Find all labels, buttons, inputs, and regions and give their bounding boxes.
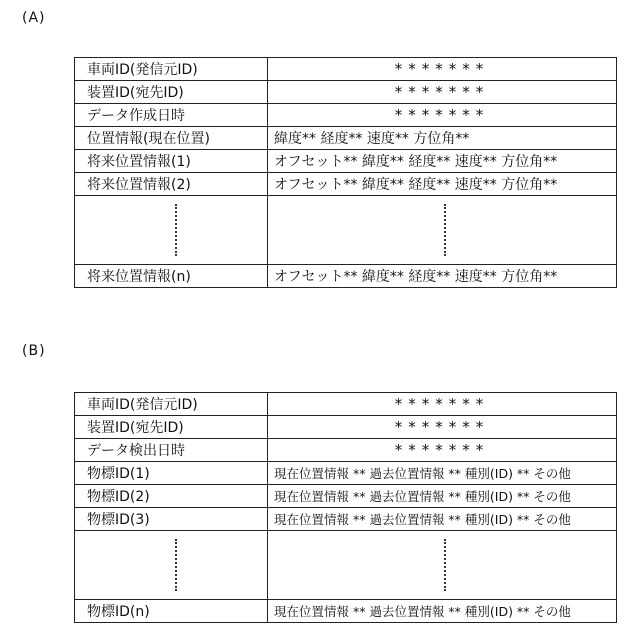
row-value: オフセット** 緯度** 経度** 速度** 方位角**: [268, 150, 617, 173]
row-key: 物標ID(n): [75, 600, 268, 623]
row-value: 現在位置情報 ** 過去位置情報 ** 種別(ID) ** その他: [268, 485, 617, 508]
row-value: 現在位置情報 ** 過去位置情報 ** 種別(ID) ** その他: [268, 600, 617, 623]
row-key: 物標ID(3): [75, 508, 268, 531]
row-key: データ検出日時: [75, 439, 268, 462]
table-row: [75, 81, 617, 104]
row-value: 現在位置情報 ** 過去位置情報 ** 種別(ID) ** その他: [268, 508, 617, 531]
table-row: [75, 104, 617, 127]
row-key: 装置ID(宛先ID): [75, 416, 268, 439]
row-value: *******: [268, 81, 617, 104]
row-key: 車両ID(発信元ID): [75, 58, 268, 81]
row-key: 物標ID(2): [75, 485, 268, 508]
panel-b-table: [74, 392, 617, 623]
panel-b-label: (B): [22, 343, 46, 359]
row-key: 将来位置情報(n): [75, 265, 268, 288]
row-value: オフセット** 緯度** 経度** 速度** 方位角**: [268, 173, 617, 196]
table-row: [75, 439, 617, 462]
table-row: [75, 416, 617, 439]
row-value: *******: [268, 416, 617, 439]
table-row: [75, 485, 617, 508]
vertical-ellipsis-icon: [175, 204, 179, 256]
row-value: 緯度** 経度** 速度** 方位角**: [268, 127, 617, 150]
row-value: オフセット** 緯度** 経度** 速度** 方位角**: [268, 265, 617, 288]
ellipsis-cell: [268, 196, 617, 265]
row-key: 物標ID(1): [75, 462, 268, 485]
panel-a-label: (A): [22, 10, 46, 26]
table-row: [75, 508, 617, 531]
ellipsis-row: [75, 531, 617, 600]
panel-a-table: [74, 57, 617, 288]
table-row: [75, 462, 617, 485]
table-row: [75, 127, 617, 150]
row-value: *******: [268, 104, 617, 127]
row-value: *******: [268, 393, 617, 416]
row-key: 位置情報(現在位置): [75, 127, 268, 150]
row-key: 将来位置情報(1): [75, 150, 268, 173]
ellipsis-cell: [75, 531, 268, 600]
vertical-ellipsis-icon: [175, 539, 179, 591]
ellipsis-cell: [75, 196, 268, 265]
table-row: [75, 150, 617, 173]
vertical-ellipsis-icon: [444, 204, 448, 256]
row-key: データ作成日時: [75, 104, 268, 127]
row-key: 将来位置情報(2): [75, 173, 268, 196]
row-key: 車両ID(発信元ID): [75, 393, 268, 416]
row-value: 現在位置情報 ** 過去位置情報 ** 種別(ID) ** その他: [268, 462, 617, 485]
table-row: [75, 600, 617, 623]
ellipsis-row: [75, 196, 617, 265]
row-key: 装置ID(宛先ID): [75, 81, 268, 104]
row-value: *******: [268, 439, 617, 462]
table-row: [75, 58, 617, 81]
row-value: *******: [268, 58, 617, 81]
table-row: [75, 393, 617, 416]
ellipsis-cell: [268, 531, 617, 600]
vertical-ellipsis-icon: [444, 539, 448, 591]
table-row: [75, 265, 617, 288]
table-row: [75, 173, 617, 196]
